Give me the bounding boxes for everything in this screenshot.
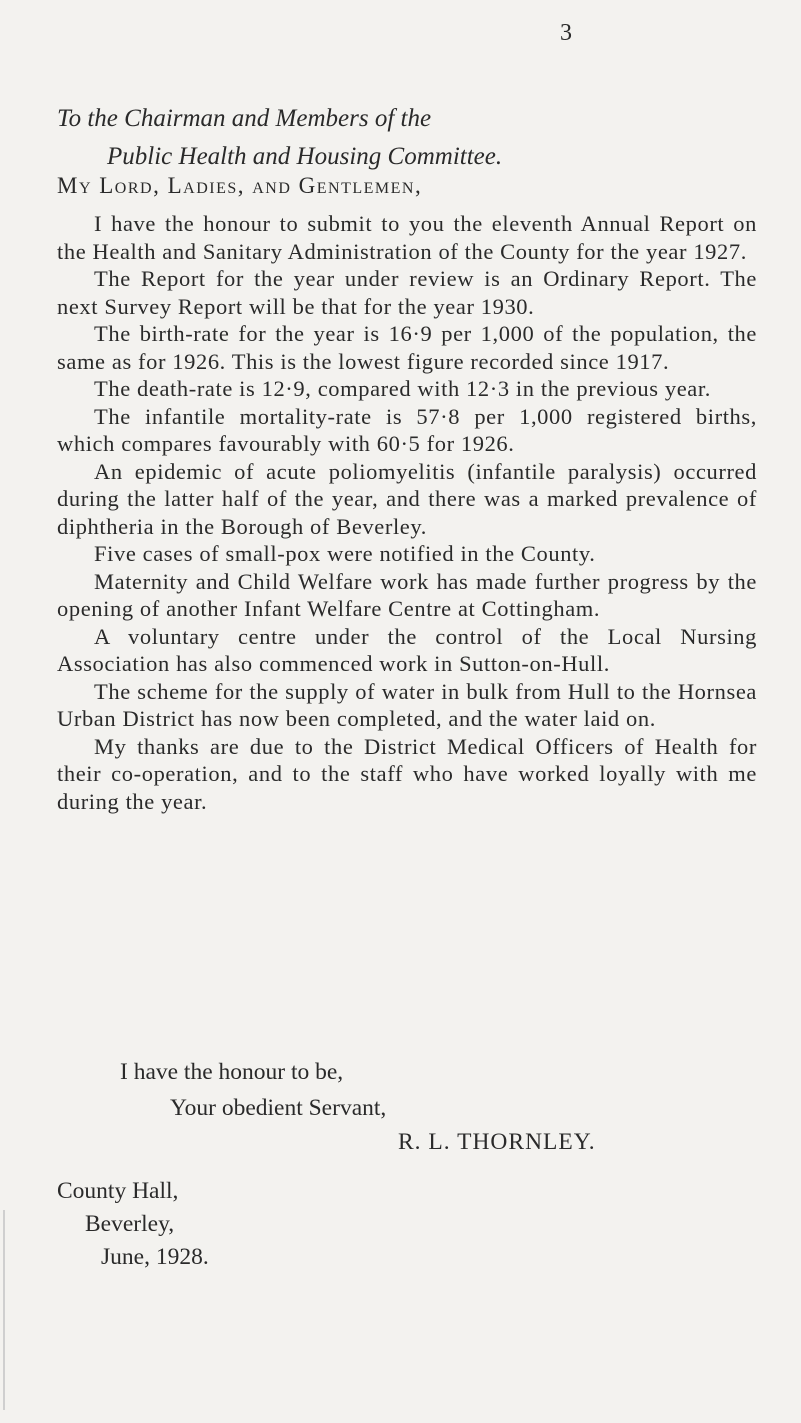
paragraph: My thanks are due to the District Medical Officers of Health for their co-operation, and to the staff who have worked loyally with me during the year. (57, 733, 757, 814)
paragraph: A voluntary centre under the control of the Local Nursing Association has also commenced work in Sutton-on-Hull. (57, 623, 757, 676)
paragraph: The infantile mortality-rate is 57·8 per 1,000 registered births, which compares favourably with 60·5 for 1926. (57, 403, 757, 456)
closing-servant: Your obedient Servant, (170, 1095, 387, 1121)
paragraph: Maternity and Child Welfare work has made further progress by the opening of another Infant Welfare Centre at Cottingham. (57, 568, 757, 621)
paragraph: The death-rate is 12·9, compared with 12·3 in the previous year. (94, 376, 711, 401)
salutation: My Lord, Ladies, and Gentlemen, (57, 173, 423, 198)
sender-address (57, 1175, 209, 1274)
paragraph: An epidemic of acute poliomyelitis (infantile paralysis) occurred during the latter half of the year, and there was a marked prevalence of diphtheria in the Borough of Beverley. (57, 458, 757, 539)
paragraph: The Report for the year under review is an Ordinary Report. The next Survey Report will be that for the year 1930. (57, 266, 757, 319)
address-date: June, 1928. (101, 1244, 209, 1270)
addressee (57, 100, 757, 176)
paragraph: The birth-rate for the year is 16·9 per 1,000 of the population, the same as for 1926. This is the lowest figure recorded since 1917. (57, 321, 757, 374)
address-line-2: Beverley, (85, 1211, 175, 1237)
paragraph: The scheme for the supply of water in bulk from Hull to the Hornsea Urban District has now been completed, and the water laid on. (57, 678, 757, 731)
closing-honour: I have the honour to be, (120, 1059, 344, 1085)
addressee-line-2: Public Health and Housing Committee. (107, 143, 503, 170)
page-number: 3 (560, 20, 572, 46)
paragraph: Five cases of small-pox were notified in the County. (94, 541, 596, 566)
signature: R. L. THORNLEY. (398, 1129, 596, 1155)
binding-edge (3, 1210, 5, 1410)
paragraph: I have the honour to submit to you the eleventh Annual Report on the Health and Sanitary Administration of the County for the year 1927. (57, 211, 757, 264)
addressee-line-1: To the Chairman and Members of the (57, 105, 432, 132)
address-line-1: County Hall, (57, 1178, 179, 1204)
letter-body (57, 210, 757, 815)
